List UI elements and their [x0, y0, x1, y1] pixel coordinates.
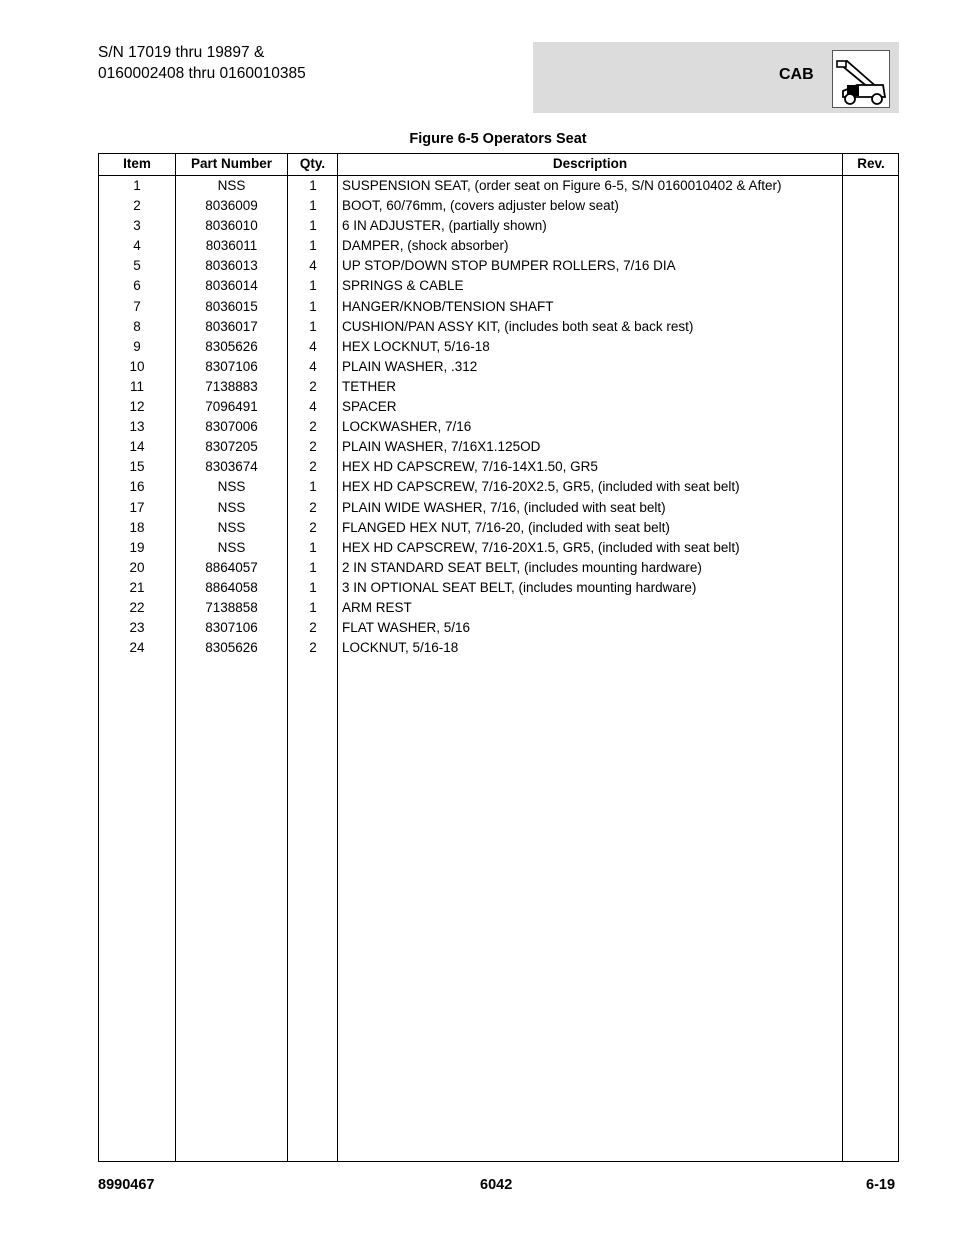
- table-row: [99, 498, 898, 518]
- part-number: 8036017: [205, 318, 258, 334]
- quantity: 1: [309, 579, 317, 595]
- quantity: 1: [309, 218, 317, 234]
- description: HEX LOCKNUT, 5/16-18: [342, 338, 490, 354]
- part-number: 8864057: [205, 559, 258, 575]
- parts-table: [98, 153, 899, 1162]
- item-number: 24: [129, 640, 145, 656]
- description: SPRINGS & CABLE: [342, 278, 464, 294]
- part-number: 8864058: [205, 579, 258, 595]
- table-row: [99, 518, 898, 538]
- item-number: 18: [129, 519, 145, 535]
- quantity: 1: [309, 278, 317, 294]
- part-number: NSS: [217, 539, 246, 555]
- item-number: 2: [133, 198, 141, 214]
- part-number: NSS: [217, 178, 246, 193]
- item-number: 20: [129, 559, 145, 575]
- description: HEX HD CAPSCREW, 7/16-20X2.5, GR5, (included with seat belt): [342, 479, 740, 495]
- description: LOCKWASHER, 7/16: [342, 419, 472, 435]
- table-row: [99, 216, 898, 236]
- quantity: 1: [309, 298, 317, 314]
- part-number: 8036011: [205, 238, 258, 254]
- table-row: [99, 477, 898, 497]
- description: 3 IN OPTIONAL SEAT BELT, (includes mounting hardware): [342, 579, 697, 595]
- part-number: 8307006: [205, 419, 258, 435]
- item-number: 8: [133, 318, 141, 334]
- item-number: 4: [133, 238, 141, 254]
- quantity: 1: [309, 238, 317, 254]
- table-row: [99, 317, 898, 337]
- quantity: 2: [309, 620, 317, 636]
- description: FLANGED HEX NUT, 7/16-20, (included with seat belt): [342, 519, 670, 535]
- description: PLAIN WIDE WASHER, 7/16, (included with seat belt): [342, 499, 666, 515]
- description: ARM REST: [342, 599, 412, 615]
- quantity: 1: [309, 198, 317, 214]
- quantity: 1: [309, 559, 317, 575]
- header-description: Description: [552, 156, 628, 171]
- item-number: 10: [129, 358, 145, 374]
- item-number: 16: [129, 479, 145, 495]
- item-number: 15: [129, 459, 145, 475]
- serial-line-1: S/N 17019 thru 19897 &: [98, 44, 265, 61]
- description: DAMPER, (shock absorber): [342, 238, 509, 254]
- item-number: 13: [129, 419, 145, 435]
- header-qty: Qty.: [299, 156, 326, 171]
- quantity: 2: [309, 419, 317, 435]
- quantity: 1: [309, 539, 317, 555]
- description: SUSPENSION SEAT, (order seat on Figure 6-5, S/N 0160010402 & After): [342, 178, 782, 193]
- figure-title: Figure 6-5 Operators Seat: [409, 131, 587, 147]
- quantity: 1: [309, 318, 317, 334]
- table-row: [99, 578, 898, 598]
- description: TETHER: [342, 378, 396, 394]
- description: SPACER: [342, 399, 397, 415]
- part-number: NSS: [217, 479, 246, 495]
- section-label: CAB: [779, 66, 814, 83]
- part-number: 8305626: [205, 640, 258, 656]
- table-row: [99, 176, 898, 196]
- description: CUSHION/PAN ASSY KIT, (includes both seat & back rest): [342, 318, 694, 334]
- part-number: 8307205: [205, 439, 258, 455]
- item-number: 7: [133, 298, 141, 314]
- description: PLAIN WASHER, 7/16X1.125OD: [342, 439, 541, 455]
- part-number: 8303674: [205, 459, 258, 475]
- part-number: 7138883: [205, 378, 258, 394]
- quantity: 1: [309, 479, 317, 495]
- quantity: 4: [309, 258, 317, 274]
- footer-page-number: 6-19: [866, 1177, 896, 1193]
- part-number: 7138858: [205, 599, 258, 615]
- quantity: 2: [309, 378, 317, 394]
- item-number: 19: [129, 539, 145, 555]
- part-number: NSS: [217, 519, 246, 535]
- description: PLAIN WASHER, .312: [342, 358, 478, 374]
- table-row: [99, 357, 898, 377]
- quantity: 1: [309, 599, 317, 615]
- item-number: 22: [129, 599, 145, 615]
- item-number: 11: [129, 378, 144, 394]
- description: LOCKNUT, 5/16-18: [342, 640, 459, 656]
- table-row: [99, 297, 898, 317]
- part-number: 8036014: [205, 278, 258, 294]
- description: HEX HD CAPSCREW, 7/16-20X1.5, GR5, (included with seat belt): [342, 539, 740, 555]
- quantity: 4: [309, 358, 317, 374]
- part-number: 8305626: [205, 338, 258, 354]
- item-number: 5: [133, 258, 141, 274]
- item-number: 9: [133, 338, 141, 354]
- footer-doc-number: 8990467: [98, 1177, 155, 1193]
- description: UP STOP/DOWN STOP BUMPER ROLLERS, 7/16 DIA: [342, 258, 676, 274]
- item-number: 17: [129, 499, 145, 515]
- part-number: 8036015: [205, 298, 258, 314]
- part-number: 8307106: [205, 358, 258, 374]
- table-row: [99, 437, 898, 457]
- table-row: [99, 618, 898, 638]
- quantity: 4: [309, 338, 317, 354]
- section-header: [533, 42, 899, 113]
- description: 6 IN ADJUSTER, (partially shown): [342, 218, 547, 234]
- description: 2 IN STANDARD SEAT BELT, (includes mounting hardware): [342, 559, 702, 575]
- header-part-number: Part Number: [190, 156, 273, 171]
- part-number: NSS: [217, 499, 246, 515]
- quantity: 2: [309, 499, 317, 515]
- quantity: 2: [309, 519, 317, 535]
- part-number: 8036009: [205, 198, 258, 214]
- item-number: 23: [129, 620, 145, 636]
- table-row: [99, 196, 898, 216]
- table-row: [99, 558, 898, 578]
- table-row: [99, 256, 898, 276]
- description: HANGER/KNOB/TENSION SHAFT: [342, 298, 554, 314]
- table-row: [99, 377, 898, 397]
- quantity: 4: [309, 399, 317, 415]
- part-number: 8307106: [205, 620, 258, 636]
- description: HEX HD CAPSCREW, 7/16-14X1.50, GR5: [342, 459, 598, 475]
- quantity: 2: [309, 439, 317, 455]
- telehandler-icon: [832, 50, 890, 108]
- quantity: 1: [309, 178, 317, 193]
- item-number: 21: [129, 579, 145, 595]
- part-number: 8036013: [205, 258, 258, 274]
- table-row: [99, 598, 898, 618]
- header-rev: Rev.: [857, 156, 885, 171]
- table-row: [99, 397, 898, 417]
- part-number: 7096491: [205, 399, 258, 415]
- serial-range: [98, 42, 306, 84]
- description: FLAT WASHER, 5/16: [342, 620, 471, 636]
- table-row: [99, 457, 898, 477]
- table-row: [99, 276, 898, 296]
- table-row: [99, 236, 898, 256]
- item-number: 6: [133, 278, 141, 294]
- item-number: 3: [133, 218, 141, 234]
- table-row: [99, 417, 898, 437]
- part-number: 8036010: [205, 218, 258, 234]
- quantity: 2: [309, 640, 317, 656]
- table-row: [99, 337, 898, 357]
- header-item: Item: [123, 156, 151, 171]
- table-row: [99, 638, 898, 658]
- table-body: [99, 176, 898, 658]
- table-row: [99, 538, 898, 558]
- footer-model: 6042: [480, 1177, 513, 1193]
- description: BOOT, 60/76mm, (covers adjuster below seat): [342, 198, 619, 214]
- item-number: 12: [129, 399, 145, 415]
- item-number: 1: [133, 178, 141, 193]
- serial-line-2: 0160002408 thru 0160010385: [98, 65, 306, 82]
- item-number: 14: [129, 439, 145, 455]
- quantity: 2: [309, 459, 317, 475]
